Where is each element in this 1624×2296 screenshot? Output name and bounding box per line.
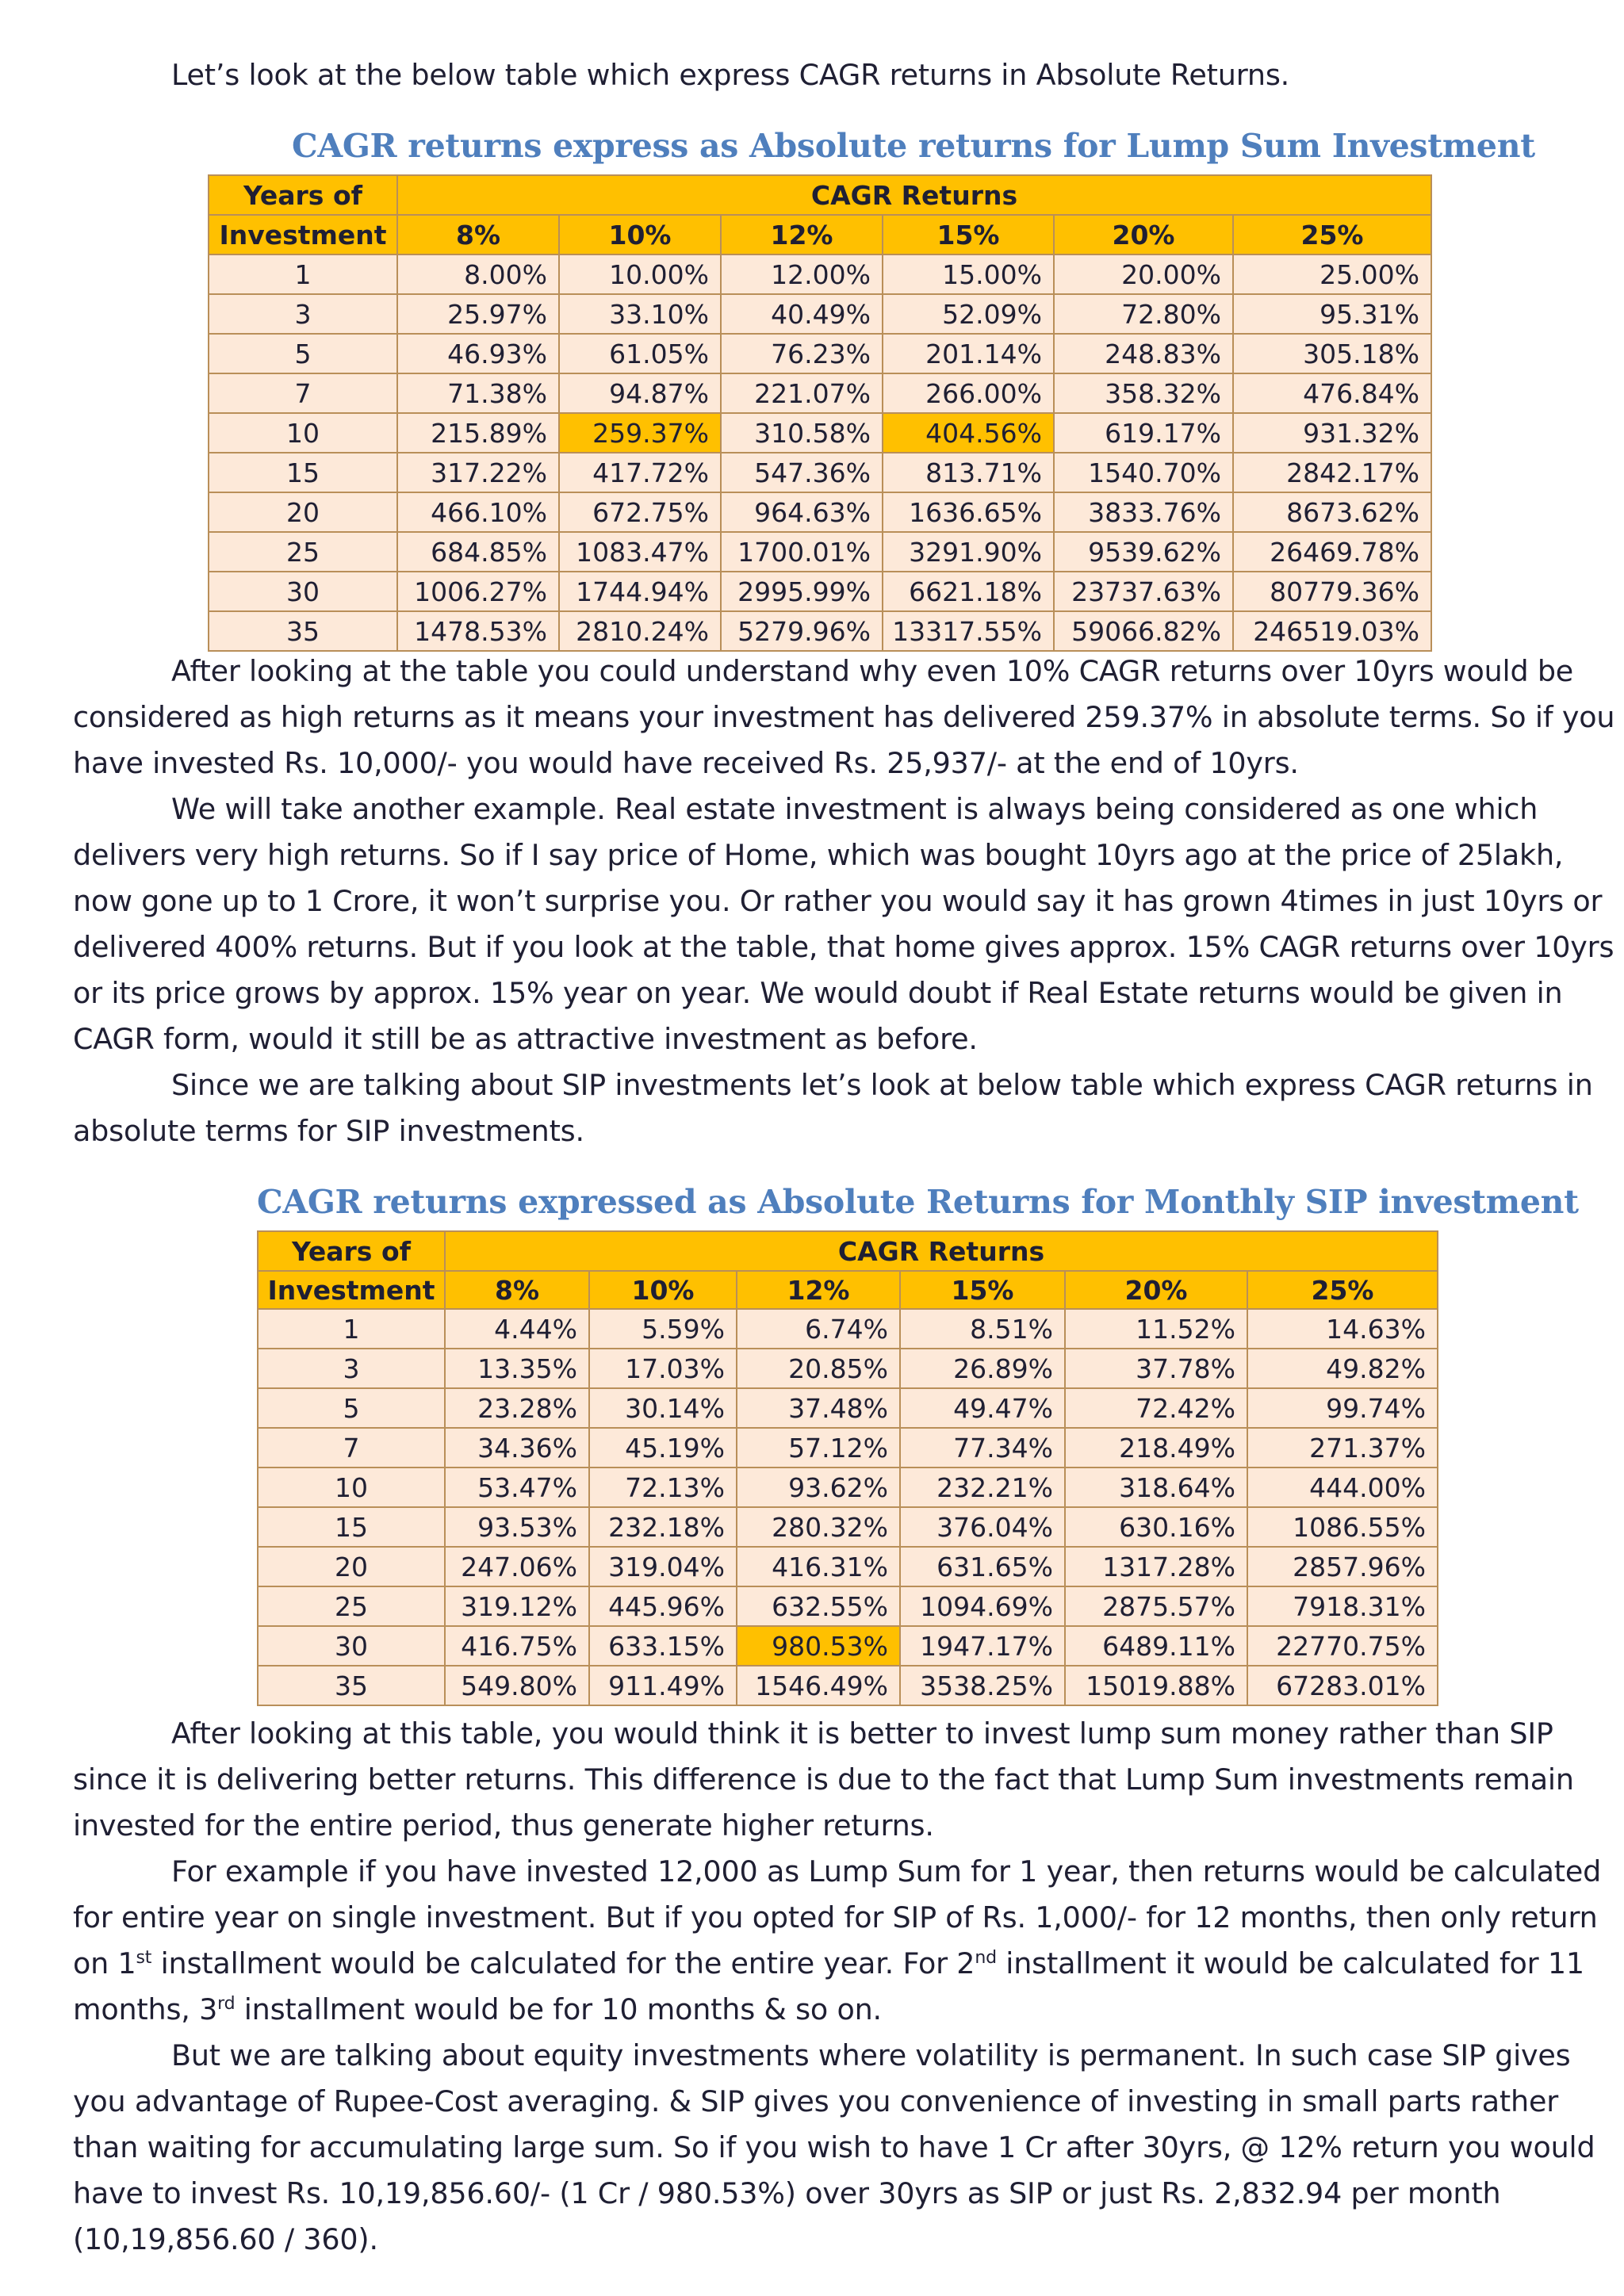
return-cell: 619.17% — [1054, 413, 1233, 453]
return-cell: 2810.24% — [559, 611, 721, 651]
table-row — [209, 453, 1431, 492]
cagr-returns-group-header: CAGR Returns — [445, 1231, 1438, 1271]
return-cell: 416.75% — [445, 1626, 589, 1666]
sip-table — [257, 1230, 1438, 1706]
years-cell: 1 — [209, 254, 397, 294]
return-cell: 22770.75% — [1247, 1626, 1438, 1666]
rate-header: 10% — [589, 1271, 737, 1309]
return-cell: 2842.17% — [1233, 453, 1431, 492]
return-cell: 72.80% — [1054, 294, 1233, 334]
return-cell: 2995.99% — [721, 572, 883, 611]
return-cell: 476.84% — [1233, 373, 1431, 413]
years-cell: 3 — [258, 1349, 445, 1388]
return-cell: 49.47% — [900, 1388, 1065, 1428]
return-cell: 931.32% — [1233, 413, 1431, 453]
return-cell: 445.96% — [589, 1586, 737, 1626]
paragraph-installment-example: For example if you have invested 12,000 as Lump Sum for 1 year, then returns would be calculated for entire year on single investment. But if you opted for SIP of Rs. 1,000/- for 12 months, then only return on 1st installment would be calculated for the entire year. For 2nd installment it would be calculated for 11 months, 3rd installment would be for 10 months & so on. — [73, 1854, 1602, 2026]
return-cell: 6489.11% — [1065, 1626, 1247, 1666]
table-row — [209, 294, 1431, 334]
return-cell: 319.04% — [589, 1547, 737, 1586]
return-cell: 61.05% — [559, 334, 721, 373]
return-cell: 17.03% — [589, 1349, 737, 1388]
return-cell: 266.00% — [883, 373, 1054, 413]
return-cell: 99.74% — [1247, 1388, 1438, 1428]
return-cell: 3538.25% — [900, 1666, 1065, 1705]
return-cell: 26469.78% — [1233, 532, 1431, 572]
return-cell: 46.93% — [397, 334, 559, 373]
return-cell: 26.89% — [900, 1349, 1065, 1388]
return-cell: 310.58% — [721, 413, 883, 453]
return-cell: 40.49% — [721, 294, 883, 334]
return-cell: 1083.47% — [559, 532, 721, 572]
return-cell: 2875.57% — [1065, 1586, 1247, 1626]
return-cell: 549.80% — [445, 1666, 589, 1705]
table-row — [258, 1309, 1438, 1349]
return-cell: 632.55% — [737, 1586, 900, 1626]
return-cell: 93.62% — [737, 1468, 900, 1507]
return-cell: 1006.27% — [397, 572, 559, 611]
return-cell: 67283.01% — [1247, 1666, 1438, 1705]
return-cell: 94.87% — [559, 373, 721, 413]
return-cell: 52.09% — [883, 294, 1054, 334]
table-row — [258, 1586, 1438, 1626]
return-cell: 319.12% — [445, 1586, 589, 1626]
table-row — [209, 572, 1431, 611]
return-cell: 1086.55% — [1247, 1507, 1438, 1547]
rate-header: 25% — [1233, 215, 1431, 254]
table-row — [209, 611, 1431, 651]
return-cell: 444.00% — [1247, 1468, 1438, 1507]
return-cell: 246519.03% — [1233, 611, 1431, 651]
table-row — [209, 492, 1431, 532]
return-cell: 1317.28% — [1065, 1547, 1247, 1586]
years-cell: 30 — [258, 1626, 445, 1666]
return-cell: 232.18% — [589, 1507, 737, 1547]
return-cell: 3833.76% — [1054, 492, 1233, 532]
return-cell: 1540.70% — [1054, 453, 1233, 492]
years-cell: 7 — [258, 1428, 445, 1468]
rate-header: 10% — [559, 215, 721, 254]
rate-header: 20% — [1065, 1271, 1247, 1309]
years-cell: 1 — [258, 1309, 445, 1349]
return-cell: 317.22% — [397, 453, 559, 492]
return-cell: 416.31% — [737, 1547, 900, 1586]
return-cell: 13.35% — [445, 1349, 589, 1388]
return-cell: 15.00% — [883, 254, 1054, 294]
table-row — [258, 1349, 1438, 1388]
years-cell: 10 — [258, 1468, 445, 1507]
years-cell: 35 — [258, 1666, 445, 1705]
return-cell: 376.04% — [900, 1507, 1065, 1547]
return-cell: 37.78% — [1065, 1349, 1247, 1388]
return-cell: 11.52% — [1065, 1309, 1247, 1349]
return-cell: 59066.82% — [1054, 611, 1233, 651]
return-cell: 631.65% — [900, 1547, 1065, 1586]
years-cell: 25 — [209, 532, 397, 572]
years-cell: 10 — [209, 413, 397, 453]
return-cell: 404.56% — [883, 413, 1054, 453]
intro-text: Let’s look at the below table which express CAGR returns in Absolute Returns. — [171, 58, 1290, 92]
return-cell: 10.00% — [559, 254, 721, 294]
return-cell: 80779.36% — [1233, 572, 1431, 611]
cagr-returns-group-header: CAGR Returns — [397, 175, 1431, 215]
lump-sum-table — [208, 174, 1432, 652]
table-row — [258, 1507, 1438, 1547]
return-cell: 280.32% — [737, 1507, 900, 1547]
return-cell: 1636.65% — [883, 492, 1054, 532]
return-cell: 77.34% — [900, 1428, 1065, 1468]
return-cell: 5279.96% — [721, 611, 883, 651]
return-cell: 466.10% — [397, 492, 559, 532]
return-cell: 30.14% — [589, 1388, 737, 1428]
return-cell: 53.47% — [445, 1468, 589, 1507]
return-cell: 93.53% — [445, 1507, 589, 1547]
return-cell: 7918.31% — [1247, 1586, 1438, 1626]
table-row — [258, 1468, 1438, 1507]
return-cell: 247.06% — [445, 1547, 589, 1586]
return-cell: 20.00% — [1054, 254, 1233, 294]
paragraph-lump-sum-explanation: After looking at the table you could understand why even 10% CAGR returns over 10yrs would be considered as high returns as it means your investment has delivered 259.37% in absolute terms. So if you have invested Rs. 10,000/- you would have received Rs. 25,937/- at the end of 10yrs. — [73, 654, 1615, 780]
table-row — [209, 254, 1431, 294]
years-cell: 30 — [209, 572, 397, 611]
return-cell: 672.75% — [559, 492, 721, 532]
paragraph-real-estate-example: We will take another example. Real estate investment is always being considered as one which delivers very high returns. So if I say price of Home, which was bought 10yrs ago at the price of 25lakh, now gone up to 1 Crore, it won’t surprise you. Or rather you would say it has grown 4times in just 10yrs or delivered 400% returns. But if you look at the table, that home gives approx. 15% CAGR returns over 10yrs or its price grows by approx. 15% year on year. We would doubt if Real Estate returns would be given in CAGR form, would it still be as attractive investment as before. — [73, 792, 1614, 1056]
return-cell: 8673.62% — [1233, 492, 1431, 532]
return-cell: 12.00% — [721, 254, 883, 294]
sip-table-title: CAGR returns expressed as Absolute Returns for Monthly SIP investment — [257, 1183, 1579, 1221]
return-cell: 45.19% — [589, 1428, 737, 1468]
return-cell: 20.85% — [737, 1349, 900, 1388]
return-cell: 15019.88% — [1065, 1666, 1247, 1705]
table-row — [209, 373, 1431, 413]
return-cell: 23.28% — [445, 1388, 589, 1428]
return-cell: 417.72% — [559, 453, 721, 492]
return-cell: 37.48% — [737, 1388, 900, 1428]
years-cell: 20 — [258, 1547, 445, 1586]
return-cell: 215.89% — [397, 413, 559, 453]
return-cell: 34.36% — [445, 1428, 589, 1468]
return-cell: 1546.49% — [737, 1666, 900, 1705]
return-cell: 1478.53% — [397, 611, 559, 651]
return-cell: 813.71% — [883, 453, 1054, 492]
return-cell: 633.15% — [589, 1626, 737, 1666]
rate-header: 20% — [1054, 215, 1233, 254]
table-row — [258, 1666, 1438, 1705]
return-cell: 71.38% — [397, 373, 559, 413]
rate-header: 8% — [445, 1271, 589, 1309]
rate-header: 12% — [737, 1271, 900, 1309]
return-cell: 630.16% — [1065, 1507, 1247, 1547]
paragraph-sip-intro: Since we are talking about SIP investments let’s look at below table which express CAGR returns in absolute terms for SIP investments. — [73, 1068, 1593, 1148]
return-cell: 911.49% — [589, 1666, 737, 1705]
return-cell: 318.64% — [1065, 1468, 1247, 1507]
return-cell: 684.85% — [397, 532, 559, 572]
years-header-line2: Investment — [209, 215, 397, 254]
return-cell: 33.10% — [559, 294, 721, 334]
return-cell: 248.83% — [1054, 334, 1233, 373]
years-header-line2: Investment — [258, 1271, 445, 1309]
return-cell: 14.63% — [1247, 1309, 1438, 1349]
return-cell: 8.51% — [900, 1309, 1065, 1349]
return-cell: 13317.55% — [883, 611, 1054, 651]
return-cell: 72.13% — [589, 1468, 737, 1507]
return-cell: 95.31% — [1233, 294, 1431, 334]
table-row — [209, 413, 1431, 453]
paragraph-rupee-cost-averaging: But we are talking about equity investments where volatility is permanent. In such case SIP gives you advantage of Rupee-Cost averaging. & SIP gives you convenience of investing in small parts rather than waiting for accumulating large sum. So if you wish to have 1 Cr after 30yrs, @ 12% return you would have to invest Rs. 10,19,856.60/- (1 Cr / 980.53%) over 30yrs as SIP or just Rs. 2,832.94 per month (10,19,856.60 / 360). — [73, 2038, 1595, 2256]
return-cell: 6621.18% — [883, 572, 1054, 611]
return-cell: 980.53% — [737, 1626, 900, 1666]
return-cell: 6.74% — [737, 1309, 900, 1349]
return-cell: 1744.94% — [559, 572, 721, 611]
return-cell: 221.07% — [721, 373, 883, 413]
years-cell: 20 — [209, 492, 397, 532]
rate-header: 12% — [721, 215, 883, 254]
years-cell: 7 — [209, 373, 397, 413]
return-cell: 49.82% — [1247, 1349, 1438, 1388]
return-cell: 259.37% — [559, 413, 721, 453]
return-cell: 305.18% — [1233, 334, 1431, 373]
return-cell: 271.37% — [1247, 1428, 1438, 1468]
return-cell: 2857.96% — [1247, 1547, 1438, 1586]
return-cell: 964.63% — [721, 492, 883, 532]
return-cell: 547.36% — [721, 453, 883, 492]
return-cell: 5.59% — [589, 1309, 737, 1349]
table-row — [258, 1428, 1438, 1468]
return-cell: 1094.69% — [900, 1586, 1065, 1626]
return-cell: 1700.01% — [721, 532, 883, 572]
return-cell: 1947.17% — [900, 1626, 1065, 1666]
return-cell: 25.00% — [1233, 254, 1431, 294]
return-cell: 4.44% — [445, 1309, 589, 1349]
return-cell: 8.00% — [397, 254, 559, 294]
return-cell: 3291.90% — [883, 532, 1054, 572]
return-cell: 232.21% — [900, 1468, 1065, 1507]
table-row — [209, 532, 1431, 572]
years-header-line1: Years of — [209, 175, 397, 215]
return-cell: 57.12% — [737, 1428, 900, 1468]
return-cell: 218.49% — [1065, 1428, 1247, 1468]
table-row — [258, 1388, 1438, 1428]
years-cell: 3 — [209, 294, 397, 334]
return-cell: 23737.63% — [1054, 572, 1233, 611]
years-cell: 5 — [258, 1388, 445, 1428]
rate-header: 15% — [900, 1271, 1065, 1309]
years-cell: 5 — [209, 334, 397, 373]
lump-sum-table-title: CAGR returns express as Absolute returns for Lump Sum Investment — [292, 127, 1535, 165]
rate-header: 25% — [1247, 1271, 1438, 1309]
years-cell: 15 — [209, 453, 397, 492]
return-cell: 72.42% — [1065, 1388, 1247, 1428]
table-row — [258, 1626, 1438, 1666]
table-row — [258, 1547, 1438, 1586]
years-cell: 35 — [209, 611, 397, 651]
table-row — [209, 334, 1431, 373]
return-cell: 358.32% — [1054, 373, 1233, 413]
years-header-line1: Years of — [258, 1231, 445, 1271]
return-cell: 25.97% — [397, 294, 559, 334]
rate-header: 8% — [397, 215, 559, 254]
years-cell: 25 — [258, 1586, 445, 1626]
return-cell: 9539.62% — [1054, 532, 1233, 572]
years-cell: 15 — [258, 1507, 445, 1547]
return-cell: 201.14% — [883, 334, 1054, 373]
rate-header: 15% — [883, 215, 1054, 254]
return-cell: 76.23% — [721, 334, 883, 373]
paragraph-sip-vs-lump-sum: After looking at this table, you would think it is better to invest lump sum money rather than SIP since it is delivering better returns. This difference is due to the fact that Lump Sum investments remain invested for the entire period, thus generate higher returns. — [73, 1716, 1574, 1843]
